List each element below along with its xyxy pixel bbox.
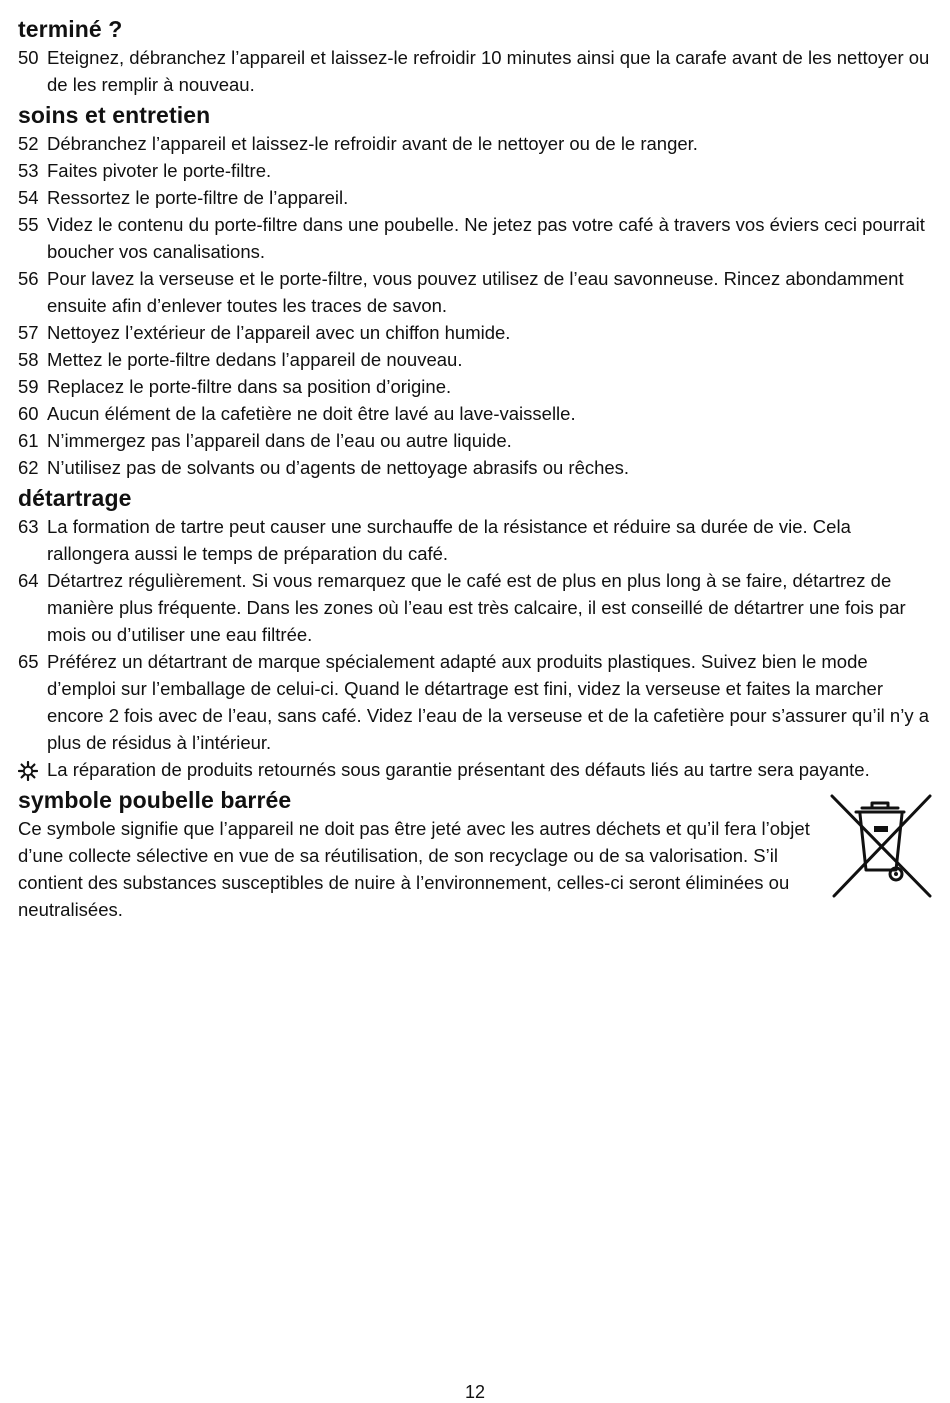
item-text: Pour lavez la verseuse et le porte-filtre, vous pouvez utilisez de l’eau savonneuse. Rincez abondamment ensuite afin d’enlever toutes les traces de savon. [47, 268, 904, 316]
warning-text: La réparation de produits retournés sous garantie présentant des défauts liés au tartre sera payante. [47, 759, 870, 780]
symbol-paragraph: Ce symbole signifie que l’appareil ne doit pas être jeté avec les autres déchets et qu’il fera l’objet d’une collecte sélective en vue de sa réutilisation, de son recyclage ou de sa valorisation. S’il contient des substances susceptibles de nuire à l’environnement, celles-ci seront éliminées ou neutralisées. [18, 818, 810, 920]
list-item [18, 567, 934, 648]
item-text: N’utilisez pas de solvants ou d’agents de nettoyage abrasifs ou rêches. [47, 457, 630, 478]
list-item [18, 44, 934, 98]
warning-item [18, 756, 934, 783]
heading-termine: terminé ? [18, 16, 123, 42]
item-text: La formation de tartre peut causer une surchauffe de la résistance et réduire sa durée de vie. Cela rallongera aussi le temps de préparation du café. [47, 516, 851, 564]
item-text: Nettoyez l’extérieur de l’appareil avec un chiffon humide. [47, 322, 511, 343]
list-item [18, 400, 934, 427]
list-item [18, 346, 934, 373]
list-item [18, 513, 934, 567]
list-item [18, 648, 934, 756]
item-text: N’immergez pas l’appareil dans de l’eau ou autre liquide. [47, 430, 512, 451]
item-text: Mettez le porte-filtre dedans l’appareil de nouveau. [47, 349, 463, 370]
item-text: Eteignez, débranchez l’appareil et laissez-le refroidir 10 minutes ainsi que la carafe avant de les nettoyer ou de les remplir à nouveau. [47, 47, 930, 95]
item-number: 62 [18, 457, 39, 478]
symbol-section [18, 785, 934, 923]
list-item [18, 184, 934, 211]
item-text: Faites pivoter le porte-filtre. [47, 160, 272, 181]
item-number: 63 [18, 516, 39, 537]
list-item [18, 265, 934, 319]
item-text: Débranchez l’appareil et laissez-le refroidir avant de le nettoyer ou de le ranger. [47, 133, 698, 154]
item-text: Replacez le porte-filtre dans sa position d’origine. [47, 376, 452, 397]
heading-detartrage: détartrage [18, 485, 132, 511]
list-item [18, 319, 934, 346]
item-text: Détartrez régulièrement. Si vous remarquez que le café est de plus en plus long à se faire, détartrez de manière plus fréquente. Dans les zones où l’eau est très calcaire, il est conseillé de détartrer une fois par mois ou d’utiliser une eau filtrée. [47, 570, 906, 645]
heading-soins-entretien: soins et entretien [18, 102, 211, 128]
document-page [18, 14, 934, 923]
item-number: 55 [18, 214, 39, 235]
item-text: Préférez un détartrant de marque spécialement adapté aux produits plastiques. Suivez bien le mode d’emploi sur l’emballage de celui-ci. Quand le détartrage est fini, videz la verseuse et faites la marcher encore 2 fois avec de l’eau, sans café. Videz l’eau de la verseuse et de la cafetière pour s’assurer qu’il n’y a plus de résidus à l’intérieur. [47, 651, 930, 753]
list-item [18, 157, 934, 184]
heading-symbole-poubelle: symbole poubelle barrée [18, 787, 292, 813]
item-text: Videz le contenu du porte-filtre dans une poubelle. Ne jetez pas votre café à travers vos éviers ceci pourrait boucher vos canalisations. [47, 214, 925, 262]
item-number: 64 [18, 570, 39, 591]
list-item [18, 211, 934, 265]
crossed-out-wheelie-bin-icon [826, 790, 934, 903]
list-item [18, 427, 934, 454]
item-number: 65 [18, 651, 39, 672]
item-number: 60 [18, 403, 39, 424]
item-number: 56 [18, 268, 39, 289]
list-item [18, 454, 934, 481]
item-number: 54 [18, 187, 39, 208]
item-text: Aucun élément de la cafetière ne doit être lavé au lave-vaisselle. [47, 403, 576, 424]
item-number: 53 [18, 160, 39, 181]
item-number: 59 [18, 376, 39, 397]
list-item [18, 130, 934, 157]
item-number: 61 [18, 430, 39, 451]
sparkle-warning-icon [18, 756, 47, 783]
item-number: 52 [18, 133, 39, 154]
list-item [18, 373, 934, 400]
item-text: Ressortez le porte-filtre de l’appareil. [47, 187, 349, 208]
item-number: 58 [18, 349, 39, 370]
page-number: 12 [464, 1382, 486, 1402]
item-number: 50 [18, 47, 39, 68]
item-number: 57 [18, 322, 39, 343]
